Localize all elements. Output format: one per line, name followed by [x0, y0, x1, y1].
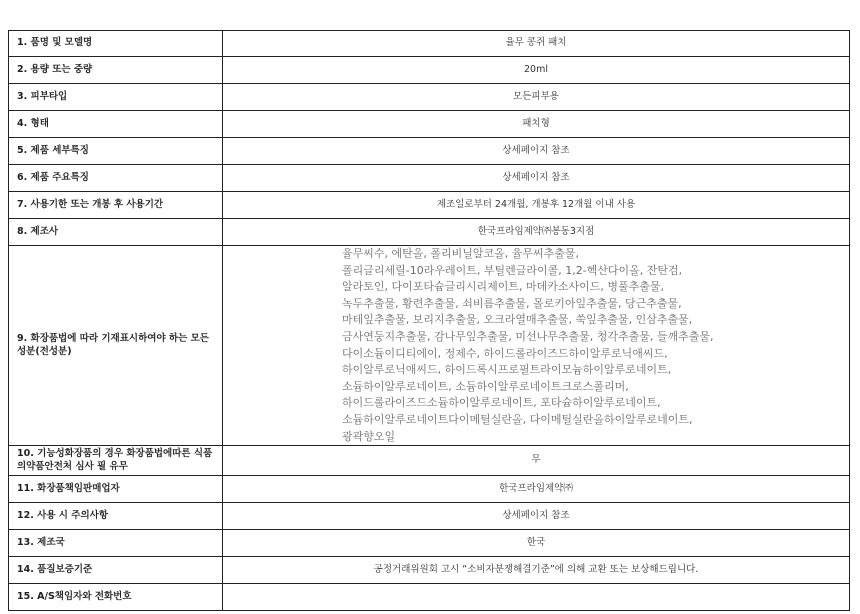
table-row	[9, 246, 850, 446]
row-label-form: 4. 형태	[9, 111, 223, 138]
table-row	[9, 446, 850, 476]
row-value-skin-type: 모든피부용	[223, 84, 850, 111]
ingredients-text: 율무씨수, 에탄올, 폴리비닐알코올, 율무씨추출물, 폴리글리세릴-10라우레이트, 부틸렌글라이콜, 1,2-헥산다이올, 잔탄검, 알라토인, 다이포타슘글리시리제이트, 마데카소사이드, 병풀추출물, 녹두추출물, 황련추출물, 쇠비름추출물, 몰로키아잎추출물, 당근추출물, 마테잎추출물, 보리지추출물, 오크라열매추출물, 쑥잎추출물, 인삼추출물, 금사연둥지추출물, 감나무잎추출물, 미선나무추출물, 청각추출물, 들깨추출물, 다이소듐이디티에이, 정제수, 하이드롤라이즈드하이알루로닉애씨드, 하이알루로닉애씨드, 하이드록시프로필트라이모늄하이알루로네이트, 소듐하이알루로네이트, 소듐하이알루로네이트크로스폴리머, 하이드롤라이즈드소듐하이알루로네이트, 포타슘하이알루로네이트, 소듐하이알루로네이트다이메틸실란올, 다이메틸실란올하이알루로네이트, 광곽향오일	[342, 247, 714, 443]
row-value-form: 패치형	[223, 111, 850, 138]
row-value-functional-review: 무	[223, 446, 850, 476]
row-label-responsible-seller: 11. 화장품책임판매업자	[9, 476, 223, 503]
table-row	[9, 219, 850, 246]
product-info-table	[8, 30, 850, 611]
row-value-manufacturer: 한국프라임제약㈜봉동3지점	[223, 219, 850, 246]
row-value-as-contact	[223, 584, 850, 611]
table-row	[9, 530, 850, 557]
row-label-country: 13. 제조국	[9, 530, 223, 557]
row-label-volume: 2. 용량 또는 중량	[9, 57, 223, 84]
table-row	[9, 584, 850, 611]
row-label-detail-features: 5. 제품 세부특징	[9, 138, 223, 165]
row-value-detail-features: 상세페이지 참조	[223, 138, 850, 165]
row-label-as-contact: 15. A/S책임자와 전화번호	[9, 584, 223, 611]
row-value-quality-guarantee: 공정거래위원회 고시 “소비자분쟁해결기준”에 의해 교환 또는 보상해드립니다.	[223, 557, 850, 584]
table-row	[9, 111, 850, 138]
table-row	[9, 503, 850, 530]
row-value-country: 한국	[223, 530, 850, 557]
table-row	[9, 138, 850, 165]
table-row	[9, 165, 850, 192]
row-value-main-features: 상세페이지 참조	[223, 165, 850, 192]
row-label-quality-guarantee: 14. 품질보증기준	[9, 557, 223, 584]
table-row	[9, 557, 850, 584]
row-label-precautions: 12. 사용 시 주의사항	[9, 503, 223, 530]
table-row	[9, 57, 850, 84]
row-label-ingredients: 9. 화장품법에 따라 기재표시하여야 하는 모든 성분(전성분)	[9, 246, 223, 446]
row-label-manufacturer: 8. 제조사	[9, 219, 223, 246]
row-value-responsible-seller: 한국프라임제약㈜	[223, 476, 850, 503]
row-value-product-name: 율무 콩쥐 패치	[223, 31, 850, 57]
table-row	[9, 84, 850, 111]
row-label-main-features: 6. 제품 주요특징	[9, 165, 223, 192]
row-label-functional-review: 10. 기능성화장품의 경우 화장품법에따른 식품의약품안전처 심사 필 유무	[9, 446, 223, 476]
table-row	[9, 31, 850, 57]
table-row	[9, 476, 850, 503]
row-value-volume: 20ml	[223, 57, 850, 84]
row-label-skin-type: 3. 피부타입	[9, 84, 223, 111]
row-value-ingredients-cell	[223, 246, 850, 446]
table-row	[9, 192, 850, 219]
row-value-expiry: 제조일로부터 24개월, 개봉후 12개월 이내 사용	[223, 192, 850, 219]
row-value-precautions: 상세페이지 참조	[223, 503, 850, 530]
row-label-expiry: 7. 사용기한 또는 개봉 후 사용기간	[9, 192, 223, 219]
row-label-product-name: 1. 품명 및 모델명	[9, 31, 223, 57]
